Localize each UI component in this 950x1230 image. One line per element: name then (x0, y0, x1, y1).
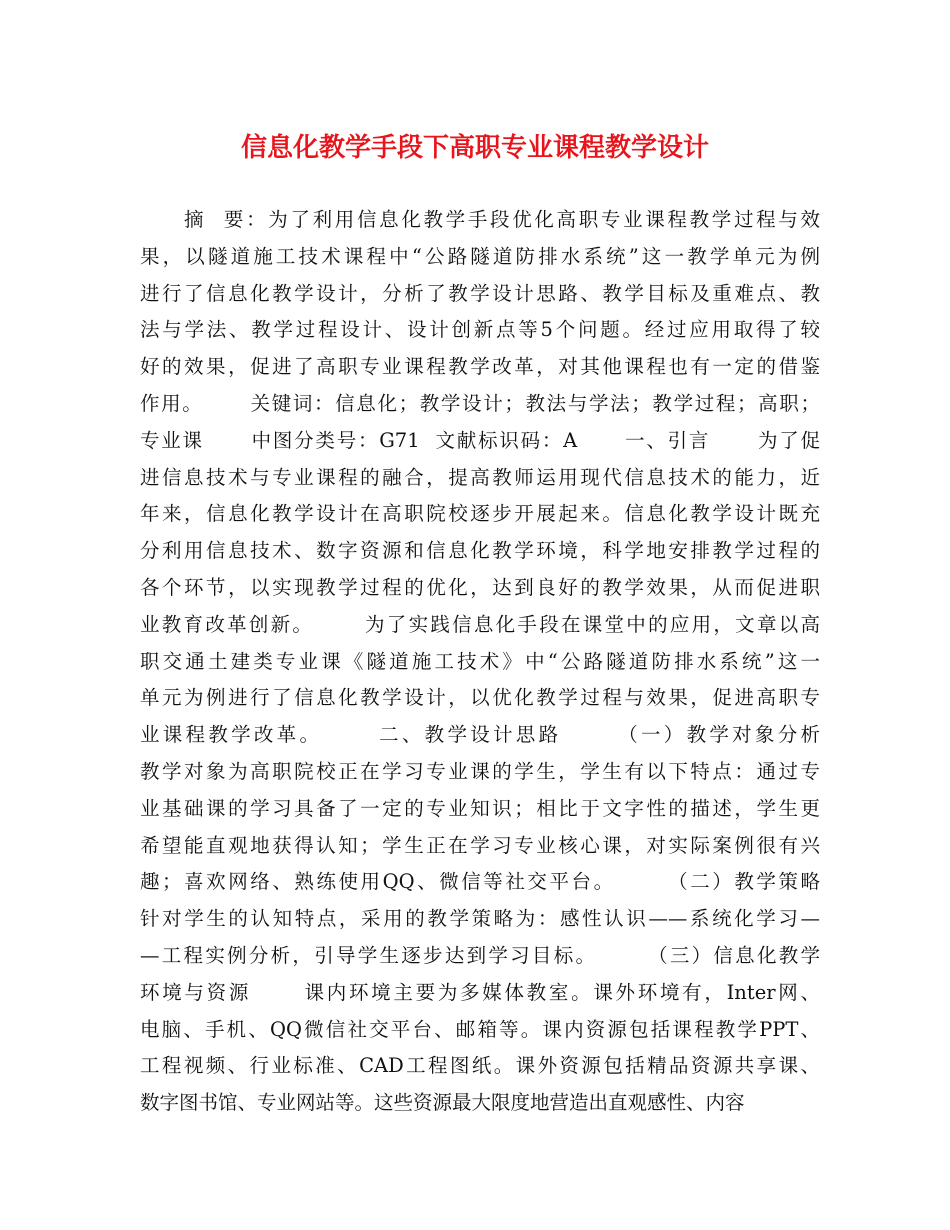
body-line: 法与学法、教学过程设计、设计创新点等5个问题。经过应用取得了较 (140, 318, 820, 342)
document-title: 信息化教学手段下高职专业课程教学设计 (240, 133, 709, 163)
body-line: 教学对象为高职院校正在学习专业课的学生，学生有以下特点：通过专 (140, 759, 820, 783)
body-line: 进信息技术与专业课程的融合，提高教师运用现代信息技术的能力，近 (140, 465, 820, 489)
body-line: 数字图书馆、专业网站等。这些资源最大限度地营造出直观感性、内容 (140, 1091, 745, 1115)
body-line: 趣；喜欢网络、熟练使用QQ、微信等社交平台。 （二）教学策略 (140, 870, 820, 894)
body-line: 摘 要：为了利用信息化教学手段优化高职专业课程教学过程与效 (184, 208, 820, 231)
body-line: 业教育改革创新。 为了实践信息化手段在课堂中的应用，文章以高 (140, 612, 820, 636)
body-line: —工程实例分析，引导学生逐步达到学习目标。 （三）信息化教学 (140, 943, 820, 967)
body-line: 各个环节，以实现教学过程的优化，达到良好的教学效果，从而促进职 (140, 575, 820, 599)
body-line: 单元为例进行了信息化教学设计，以优化教学过程与效果，促进高职专 (140, 686, 820, 710)
body-line: 作用。 关键词：信息化；教学设计；教法与学法；教学过程；高职； (140, 391, 820, 415)
body-line: 年来，信息化教学设计在高职院校逐步开展起来。信息化教学设计既充 (140, 502, 820, 526)
document-body (140, 202, 820, 1122)
body-line: 业课程教学改革。 二、教学设计思路 （一）教学对象分析 (140, 723, 820, 747)
body-line: 专业课 中图分类号：G71 文献标识码：A 一、引言 为了促 (140, 428, 820, 452)
body-line: 工程视频、行业标准、CAD工程图纸。课外资源包括精品资源共享课、 (140, 1054, 820, 1078)
body-line: 果，以隧道施工技术课程中“公路隧道防排水系统”这一教学单元为例 (140, 244, 820, 268)
body-line: 针对学生的认知特点，采用的教学策略为：感性认识——系统化学习— (140, 907, 820, 931)
body-line: 业基础课的学习具备了一定的专业知识；相比于文字性的描述，学生更 (140, 796, 820, 820)
body-line: 好的效果，促进了高职专业课程教学改革，对其他课程也有一定的借鉴 (140, 355, 820, 379)
body-line: 职交通土建类专业课《隧道施工技术》中“公路隧道防排水系统”这一 (140, 649, 820, 673)
body-line: 分利用信息技术、数字资源和信息化教学环境，科学地安排教学过程的 (140, 539, 820, 563)
body-line: 进行了信息化教学设计，分析了教学设计思路、教学目标及重难点、教 (140, 281, 820, 305)
body-line: 电脑、手机、QQ微信社交平台、邮箱等。课内资源包括课程教学PPT、 (140, 1017, 820, 1041)
body-line: 希望能直观地获得认知；学生正在学习专业核心课，对实际案例很有兴 (140, 833, 820, 857)
body-line: 环境与资源 课内环境主要为多媒体教室。课外环境有，Inter网、 (140, 980, 820, 1004)
